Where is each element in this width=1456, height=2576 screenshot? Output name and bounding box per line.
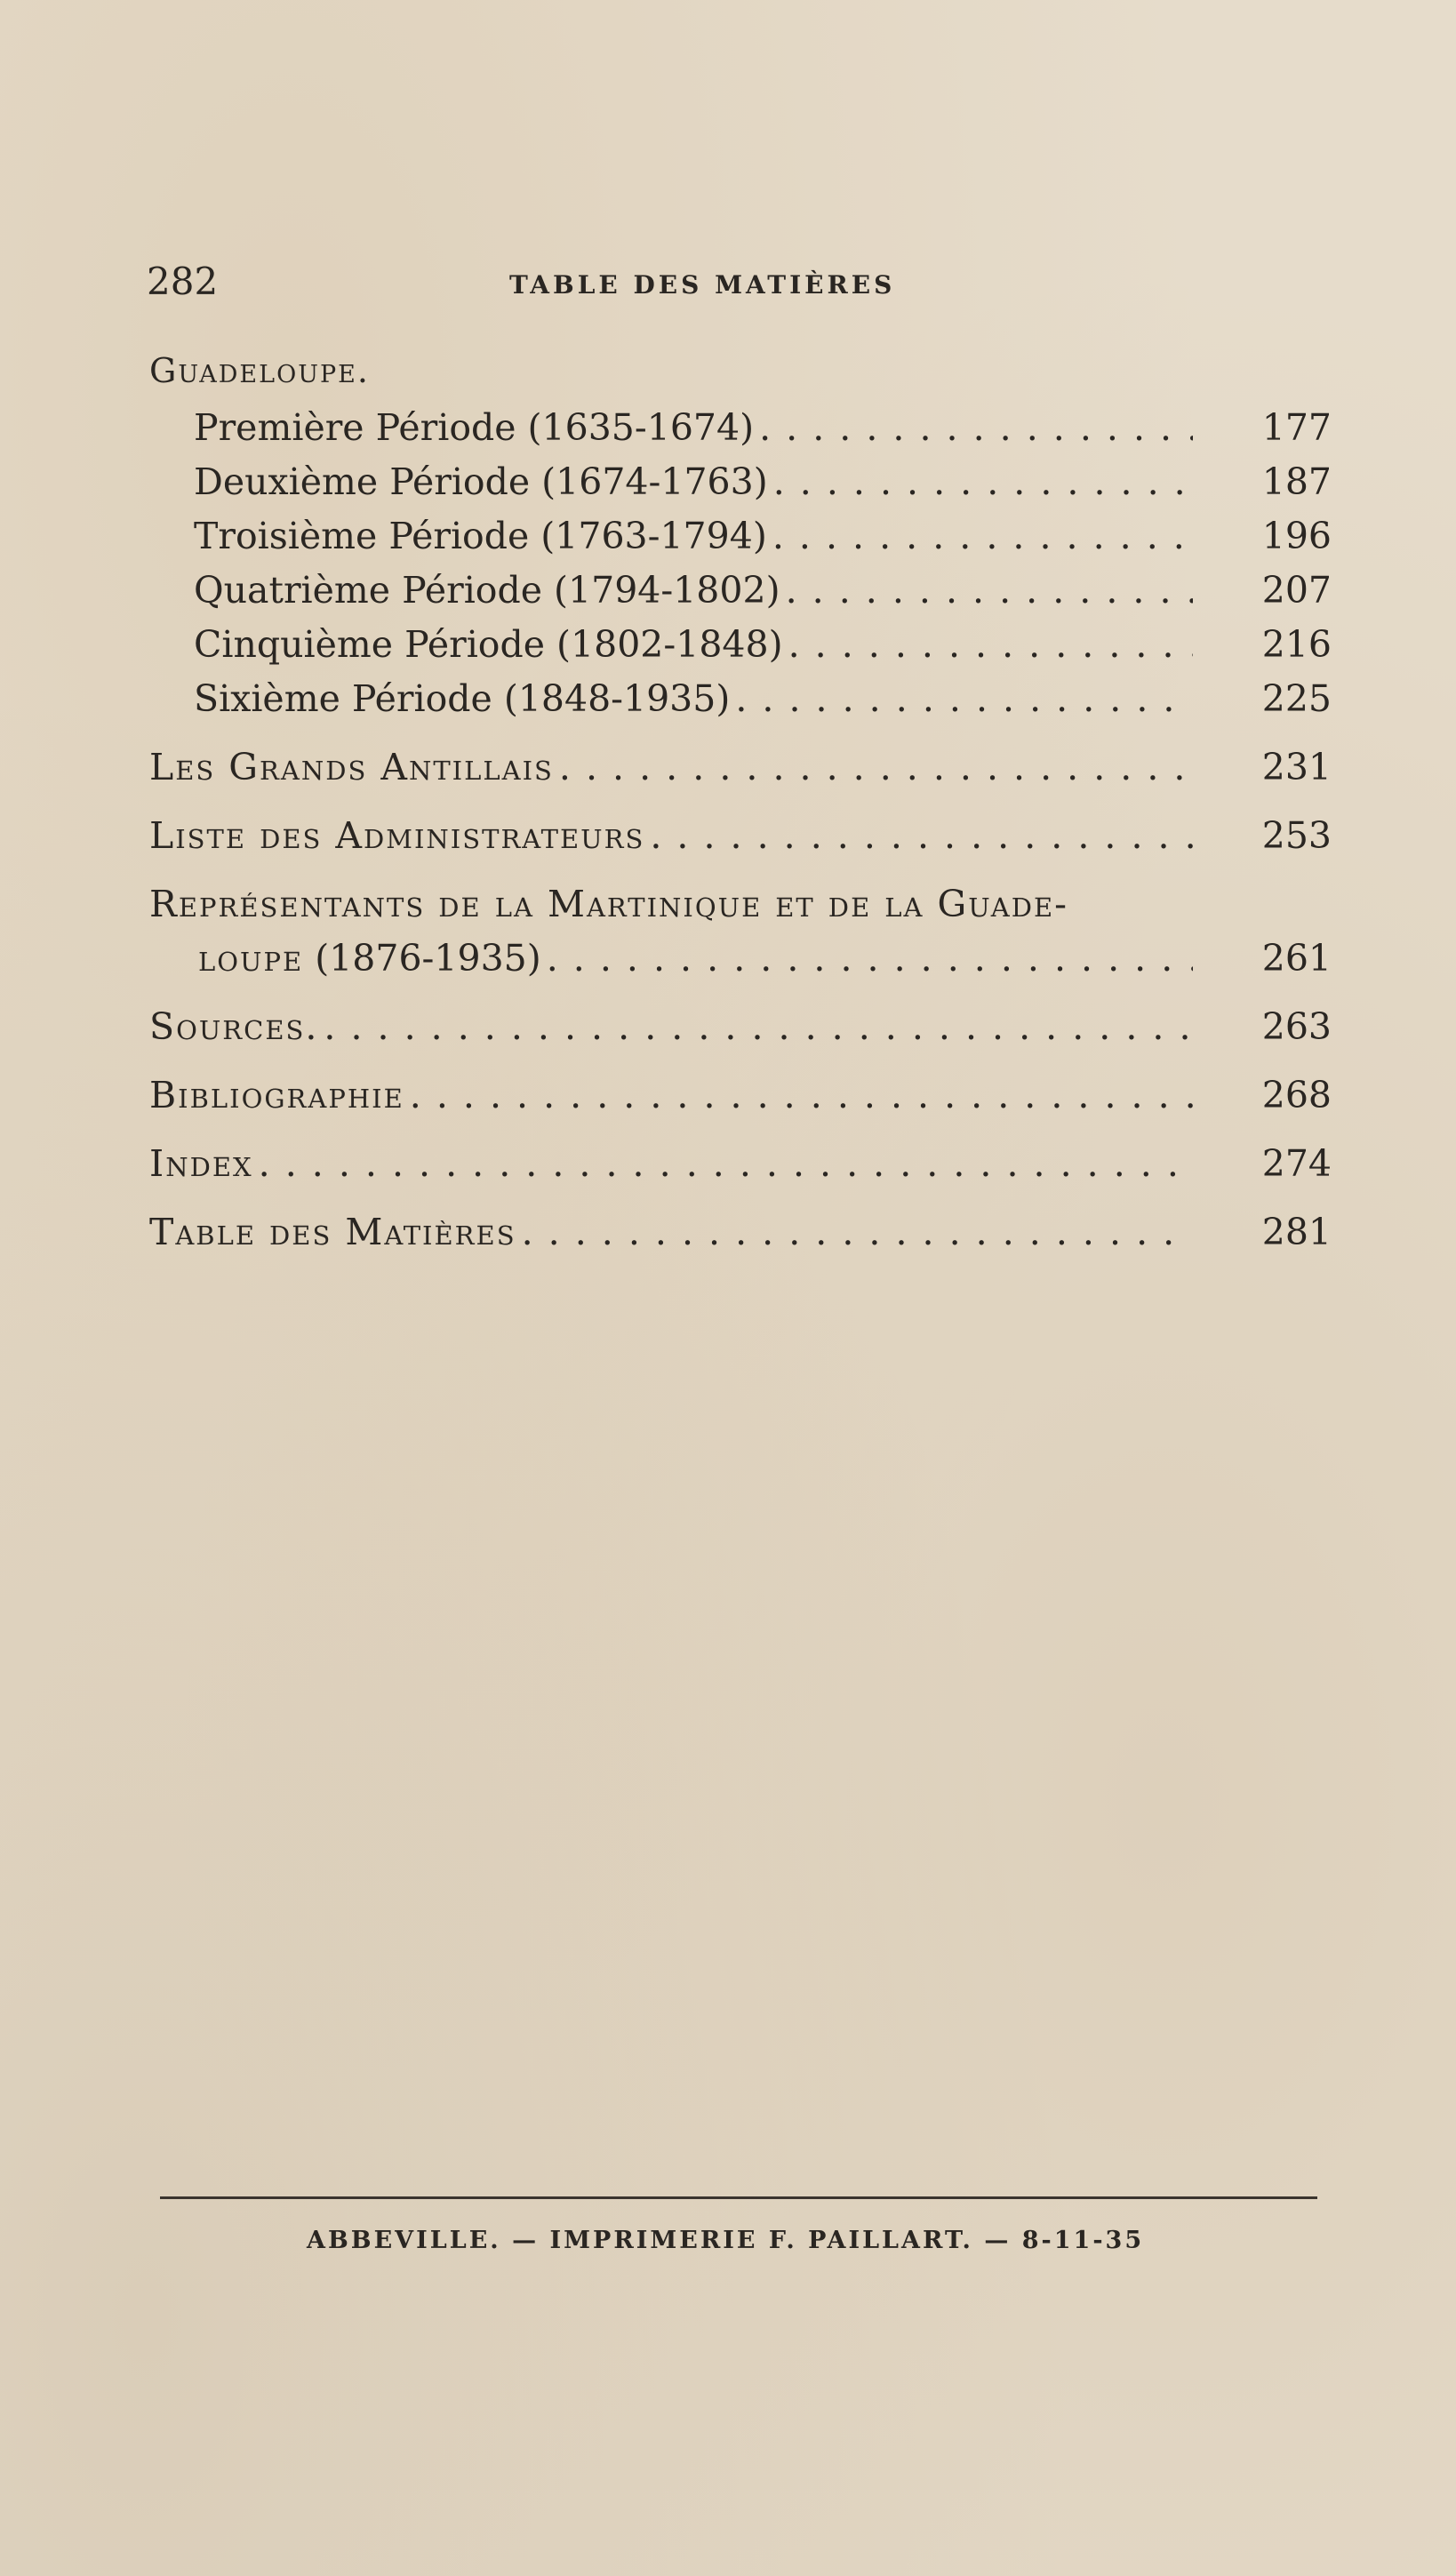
toc-entry-representants-line1 — [149, 883, 1332, 937]
leader-dots — [735, 677, 1193, 720]
toc-entry-representants-line2 — [149, 937, 1332, 991]
toc-entry-period-2 — [149, 460, 1332, 515]
toc-entry-label: Troisième Période (1763-1794) — [194, 515, 767, 557]
footer-rule — [160, 2196, 1317, 2199]
leader-dots — [773, 460, 1193, 503]
toc-entry-label: Sources. — [149, 1005, 319, 1048]
toc-entry-page: 196 — [1261, 515, 1332, 557]
leader-dots — [522, 1211, 1193, 1253]
leader-dots — [324, 1005, 1193, 1048]
leader-dots — [786, 569, 1193, 612]
toc-entry-label: Liste des Administrateurs — [149, 814, 645, 857]
toc-entry-label: Deuxième Période (1674-1763) — [194, 460, 768, 503]
toc-entry-page: 274 — [1261, 1142, 1332, 1185]
toc-entry-label: Index — [149, 1142, 253, 1185]
table-of-contents — [149, 351, 1332, 1265]
printer-colophon: ABBEVILLE. — IMPRIMERIE F. PAILLART. — 8-11-35 — [307, 2227, 1145, 2254]
toc-entry-label: Cinquième Période (1802-1848) — [194, 623, 783, 666]
leader-dots — [559, 746, 1193, 788]
toc-entry-page: 231 — [1261, 746, 1332, 788]
toc-entry-label: Table des Matières — [149, 1211, 516, 1253]
leader-dots — [788, 623, 1193, 666]
toc-entry-page: 263 — [1261, 1005, 1332, 1048]
toc-entry-sources — [149, 1005, 1332, 1060]
toc-entry-page: 268 — [1261, 1074, 1332, 1116]
toc-entry-page: 187 — [1261, 460, 1332, 503]
toc-entry-period-1 — [149, 406, 1332, 460]
toc-entry-label: Quatrième Période (1794-1802) — [194, 569, 780, 612]
toc-entry-index — [149, 1142, 1332, 1196]
toc-entry-bibliographie — [149, 1074, 1332, 1128]
toc-entry-label: Sixième Période (1848-1935) — [194, 677, 731, 720]
toc-entry-grands-antillais — [149, 746, 1332, 800]
toc-entry-period-4 — [149, 569, 1332, 623]
running-title: TABLE DES MATIÈRES — [509, 270, 896, 300]
leader-dots — [259, 1142, 1193, 1185]
toc-section-label: Guadeloupe. — [149, 351, 370, 390]
toc-entry-page: 253 — [1261, 814, 1332, 857]
toc-entry-label: Représentants de la Martinique et de la Guade- — [149, 883, 1069, 925]
toc-entry-label: Bibliographie — [149, 1074, 404, 1116]
toc-section-guadeloupe — [149, 351, 1332, 406]
toc-entry-table-des-matieres — [149, 1211, 1332, 1265]
toc-entry-period-3 — [149, 515, 1332, 569]
toc-entry-page: 216 — [1261, 623, 1332, 666]
toc-entry-page: 261 — [1261, 937, 1332, 980]
toc-entry-period-5 — [149, 623, 1332, 677]
toc-entry-administrateurs — [149, 814, 1332, 868]
leader-dots — [547, 937, 1193, 980]
leader-dots — [772, 515, 1193, 557]
toc-entry-page: 281 — [1261, 1211, 1332, 1253]
page-number: 282 — [147, 260, 219, 303]
leader-dots — [759, 406, 1193, 449]
toc-entry-label: Les Grands Antillais — [149, 746, 554, 788]
page-header — [147, 260, 1329, 313]
toc-entry-period-6 — [149, 677, 1332, 732]
toc-entry-page: 225 — [1261, 677, 1332, 720]
toc-entry-label-continued: loupe (1876-1935) — [198, 937, 541, 980]
toc-entry-label: Première Période (1635-1674) — [194, 406, 755, 449]
leader-dots — [410, 1074, 1193, 1116]
leader-dots — [650, 814, 1193, 857]
toc-entry-page: 207 — [1261, 569, 1332, 612]
toc-entry-page: 177 — [1261, 406, 1332, 449]
